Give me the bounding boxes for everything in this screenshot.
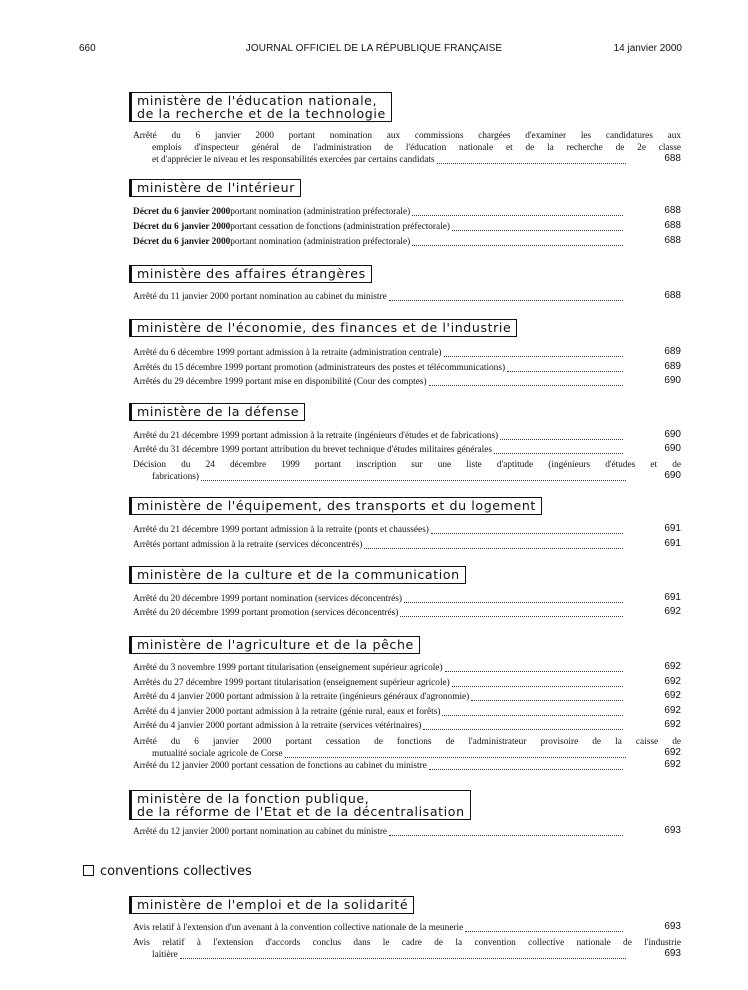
entry-title-bold: Décret du 6 janvier 2000 [133,237,231,247]
page-reference: 690 [664,443,681,454]
dot-leader [412,236,623,246]
section-heading [131,896,414,914]
page-reference: 692 [664,690,681,701]
list-item [133,677,681,689]
dot-leader [201,471,626,481]
page-reference: 692 [664,661,681,672]
entry-text: portant cessation de fonctions (administration préfectorale) [230,222,450,232]
issue-date: 14 janvier 2000 [613,43,682,54]
list-item [133,720,681,732]
section-heading-line: ministère de l'emploi et de la solidarité [137,897,409,912]
page-reference: 692 [664,759,681,770]
entry-text: Arrêté du 4 janvier 2000 portant admission à la retraite (génie rural, eaux et forêts) [133,707,441,717]
entry-text: Arrêté du 11 janvier 2000 portant nomination au cabinet du ministre [133,292,387,302]
page-reference: 688 [664,290,681,301]
dot-leader [471,691,623,701]
page-reference: 692 [664,719,681,730]
entry-title-bold: Décret du 6 janvier 2000 [133,222,231,232]
list-item [133,922,681,934]
section-heading [131,319,517,337]
section-heading-line: ministère de l'intérieur [137,180,296,195]
dot-leader [437,154,626,164]
entry-line [133,291,625,303]
entry-line [133,593,625,605]
list-item [133,130,681,166]
dot-leader [429,376,623,386]
entry-text: portant nomination (administration préfectorale) [230,207,411,217]
dot-leader [452,221,623,231]
list-item [133,347,681,359]
page-reference: 689 [664,346,681,357]
entry-text: Arrêté du 21 décembre 1999 portant admission à la retraite (ingénieurs d'études et de fabrications) [133,431,499,441]
entry-line: Décision du 24 décembre 1999 portant inscription sur une liste d'aptitude (ingénieurs d'études et de [133,460,681,470]
page-reference: 691 [664,538,681,549]
page-reference: 693 [664,948,681,959]
list-item [133,593,681,605]
entry-line [133,607,625,619]
section-heading-line: ministère de l'économie, des finances et de l'industrie [137,320,512,335]
dot-leader [444,347,624,357]
entry-text: Arrêté du 20 décembre 1999 portant promotion (services déconcentrés) [133,608,399,618]
page-reference: 693 [664,825,681,836]
page-reference: 688 [664,153,681,164]
section-heading [131,179,301,197]
page-reference: 689 [664,361,681,372]
page-reference: 690 [664,375,681,386]
section-heading [131,636,420,654]
section-heading-line: ministère de l'équipement, des transports et du logement [137,498,536,513]
section-heading [131,566,466,584]
page-reference: 690 [664,429,681,440]
entry-line [133,706,625,718]
entry-text: Arrêté du 4 janvier 2000 portant admission à la retraite (services vétérinaires) [133,721,422,731]
entry-text: Arrêté du 12 janvier 2000 portant nomination au cabinet du ministre [133,827,388,837]
dot-leader [465,922,623,932]
journal-title: JOURNAL OFFICIEL DE LA RÉPUBLIQUE FRANÇAISE [245,43,503,54]
dot-leader [431,524,623,534]
entry-line [133,539,625,551]
entry-text: fabrications) [152,472,199,482]
dot-leader [285,748,626,758]
checkbox-square-icon [83,865,94,876]
page-reference: 691 [664,523,681,534]
entry-text: Arrêté du 3 novembre 1999 portant titularisation (enseignement supérieur agricole) [133,663,443,673]
entry-line [133,206,625,218]
page-reference: 690 [664,470,681,481]
list-item [133,291,681,303]
entry-title-bold: Décret du 6 janvier 2000 [133,207,231,217]
entry-line [133,720,625,732]
entry-line [133,748,628,760]
list-item [133,736,681,760]
entry-line [133,362,625,374]
dot-leader [442,706,623,716]
section-heading-line: ministère de la défense [137,404,300,419]
list-item [133,706,681,718]
dot-leader [389,291,623,301]
entry-line [133,347,625,359]
entry-line: Arrêté du 6 janvier 2000 portant cessation de fonctions de l'administrateur provisoire de la caisse de [133,737,681,747]
dot-leader [412,206,623,216]
page-reference: 692 [664,747,681,758]
dot-leader [400,607,623,617]
list-item [133,430,681,442]
list-item [133,221,681,233]
entry-text: Arrêtés du 29 décembre 1999 portant mise en disponibilité (Cour des comptes) [133,377,427,387]
section-heading [131,790,471,820]
page-reference: 693 [664,921,681,932]
section-heading-line: ministère de la fonction publique, [137,791,370,806]
list-item [133,459,681,483]
list-item [133,444,681,456]
entry-text: laitière [152,950,178,960]
section-heading [131,92,392,122]
list-item [133,826,681,838]
section-heading-line: ministère des affaires étrangères [137,266,366,281]
dot-leader [445,662,623,672]
list-item [133,691,681,703]
section-heading-line: de la réforme de l'Etat et de la décentralisation [137,803,465,819]
entry-text: Arrêté du 21 décembre 1999 portant admission à la retraite (ponts et chaussées) [133,525,429,535]
section-heading [131,265,372,283]
section-heading-line: de la recherche et de la technologie [137,105,386,121]
page-reference: 691 [664,592,681,603]
entry-line [133,691,625,703]
dot-leader [507,362,623,372]
list-item [133,524,681,536]
section-heading-line: ministère de l'agriculture et de la pêche [137,637,414,652]
list-item [133,362,681,374]
section-heading [131,403,305,421]
entry-line [133,662,625,674]
entry-line: Arrêté du 6 janvier 2000 portant nomination aux commissions chargées d'examiner les candidatures aux [133,131,681,141]
entry-line [133,376,625,388]
page-reference: 692 [664,676,681,687]
entry-text: Arrêtés du 27 décembre 1999 portant titularisation (enseignement supérieur agricole) [133,678,450,688]
dot-leader [500,430,623,440]
entry-text: Arrêté du 31 décembre 1999 portant attribution du brevet technique d'études militaires générales [133,445,492,455]
entry-text: et d'apprécier le niveau et les responsabilités exercées par certains candidats [152,155,435,165]
entry-text: Arrêtés portant admission à la retraite (services déconcentrés) [133,540,363,550]
entry-line [133,221,625,233]
entry-text: Arrêté du 12 janvier 2000 portant cessation de fonctions au cabinet du ministre [133,761,427,771]
entry-line [133,444,625,456]
dot-leader [180,949,626,959]
dot-leader [404,593,623,603]
list-item [133,539,681,551]
entry-text: portant nomination (administration préfectorale) [230,237,411,247]
entry-line [133,949,628,961]
list-item [133,607,681,619]
entry-text: Arrêté du 4 janvier 2000 portant admission à la retraite (ingénieurs généraux d'agronomie) [133,692,470,702]
entry-line [133,760,625,772]
section-heading-line: ministère de la culture et de la communication [137,567,460,582]
dot-leader [429,760,623,770]
list-item [133,662,681,674]
entry-text: Avis relatif à l'extension d'un avenant à la convention collective nationale de la meunerie [133,923,464,933]
entry-line: Avis relatif à l'extension d'accords conclus dans le cadre de la convention collective nationale de l'industrie [133,938,681,948]
page-reference: 688 [664,205,681,216]
entry-text: Arrêté du 20 décembre 1999 portant nomination (services déconcentrés) [133,594,402,604]
conventions-heading-text: conventions collectives [100,864,252,879]
list-item [133,236,681,248]
entry-line: emplois d'inspecteur général de l'administration de l'éducation nationale et de la recherche de 2e classe [152,143,681,153]
dot-leader [389,826,623,836]
section-heading [131,497,542,515]
entry-text: Arrêté du 6 décembre 1999 portant admission à la retraite (administration centrale) [133,348,442,358]
entry-text: Arrêtés du 15 décembre 1999 portant promotion (administrateurs des postes et télécommunications) [133,363,506,373]
page-reference: 692 [664,705,681,716]
dot-leader [364,539,623,549]
entry-line [133,922,625,934]
page-number: 660 [79,43,96,54]
list-item [133,760,681,772]
section-heading-line: ministère de l'éducation nationale, [137,93,378,108]
entry-line [133,826,625,838]
dot-leader [452,677,623,687]
page-reference: 692 [664,606,681,617]
list-item [133,376,681,388]
entry-line [133,430,625,442]
list-item [133,206,681,218]
entry-line [133,154,628,166]
entry-text: mutualité sociale agricole de Corse [152,749,283,759]
entry-line [133,471,628,483]
dot-leader [423,720,623,730]
page-reference: 688 [664,235,681,246]
entry-line [133,236,625,248]
dot-leader [494,444,623,454]
page-reference: 688 [664,220,681,231]
conventions-heading [83,864,252,879]
entry-line [133,524,625,536]
list-item [133,937,681,961]
entry-line [133,677,625,689]
